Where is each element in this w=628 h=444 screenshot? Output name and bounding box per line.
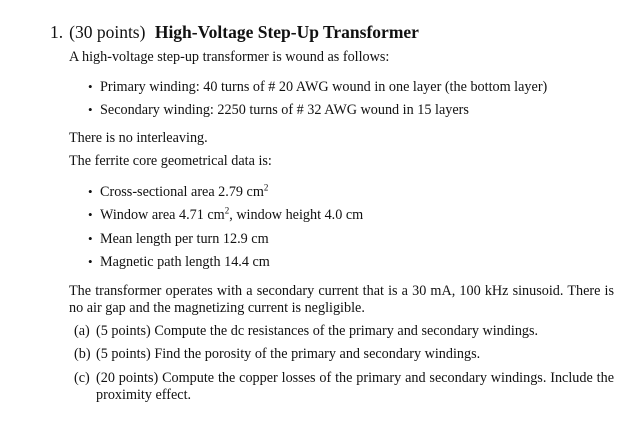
- intro-text: A high-voltage step-up transformer is wound as follows:: [69, 49, 390, 65]
- winding-text: Secondary winding: 2250 turns of # 32 AWG wound in 15 layers: [100, 102, 469, 118]
- part-c: [74, 370, 614, 404]
- problem-heading: [50, 21, 419, 43]
- part-text: (5 points) Find the porosity of the primary and secondary windings.: [96, 346, 481, 362]
- problem-number: 1.: [50, 22, 64, 42]
- bullet-icon: •: [88, 79, 93, 94]
- core-text: , window height 4.0 cm: [229, 207, 364, 223]
- core-item-cross-section: [88, 183, 268, 201]
- part-b: [74, 346, 614, 363]
- superscript: 2: [263, 182, 269, 193]
- no-interleaving-text: There is no interleaving.: [69, 130, 208, 146]
- winding-text: Primary winding: 40 turns of # 20 AWG wound in one layer (the bottom layer): [100, 79, 548, 95]
- superscript: 2: [224, 205, 230, 216]
- part-text: (5 points) Compute the dc resistances of the primary and secondary windings.: [96, 323, 539, 339]
- part-label: (a): [74, 323, 90, 339]
- part-label: (b): [74, 346, 91, 362]
- core-item-window: [88, 206, 363, 224]
- part-text: (20 points) Compute the copper losses of the primary and secondary windings. Include the proximity effect.: [96, 370, 614, 403]
- winding-item-primary: [88, 78, 547, 96]
- core-text: Magnetic path length 14.4 cm: [100, 254, 270, 270]
- bullet-icon: •: [88, 102, 93, 117]
- bullet-icon: •: [88, 207, 93, 222]
- part-a: [74, 323, 614, 340]
- bullet-icon: •: [88, 254, 93, 269]
- problem-points: (30 points): [69, 22, 146, 42]
- core-text: Cross-sectional area 2.79 cm: [100, 184, 264, 200]
- core-item-mean-length: [88, 230, 269, 248]
- core-intro-text: The ferrite core geometrical data is:: [69, 153, 272, 169]
- core-item-magnetic-path: [88, 253, 270, 271]
- bullet-icon: •: [88, 184, 93, 199]
- bullet-icon: •: [88, 231, 93, 246]
- part-label: (c): [74, 370, 90, 386]
- operation-text: The transformer operates with a secondary current that is a 30 mA, 100 kHz sinusoid. There is no air gap and the magnetizing current is negligible.: [69, 283, 614, 316]
- winding-item-secondary: [88, 101, 469, 119]
- core-text: Mean length per turn 12.9 cm: [100, 231, 269, 247]
- problem-title: High-Voltage Step-Up Transformer: [154, 22, 419, 42]
- core-text: Window area 4.71 cm: [100, 207, 225, 223]
